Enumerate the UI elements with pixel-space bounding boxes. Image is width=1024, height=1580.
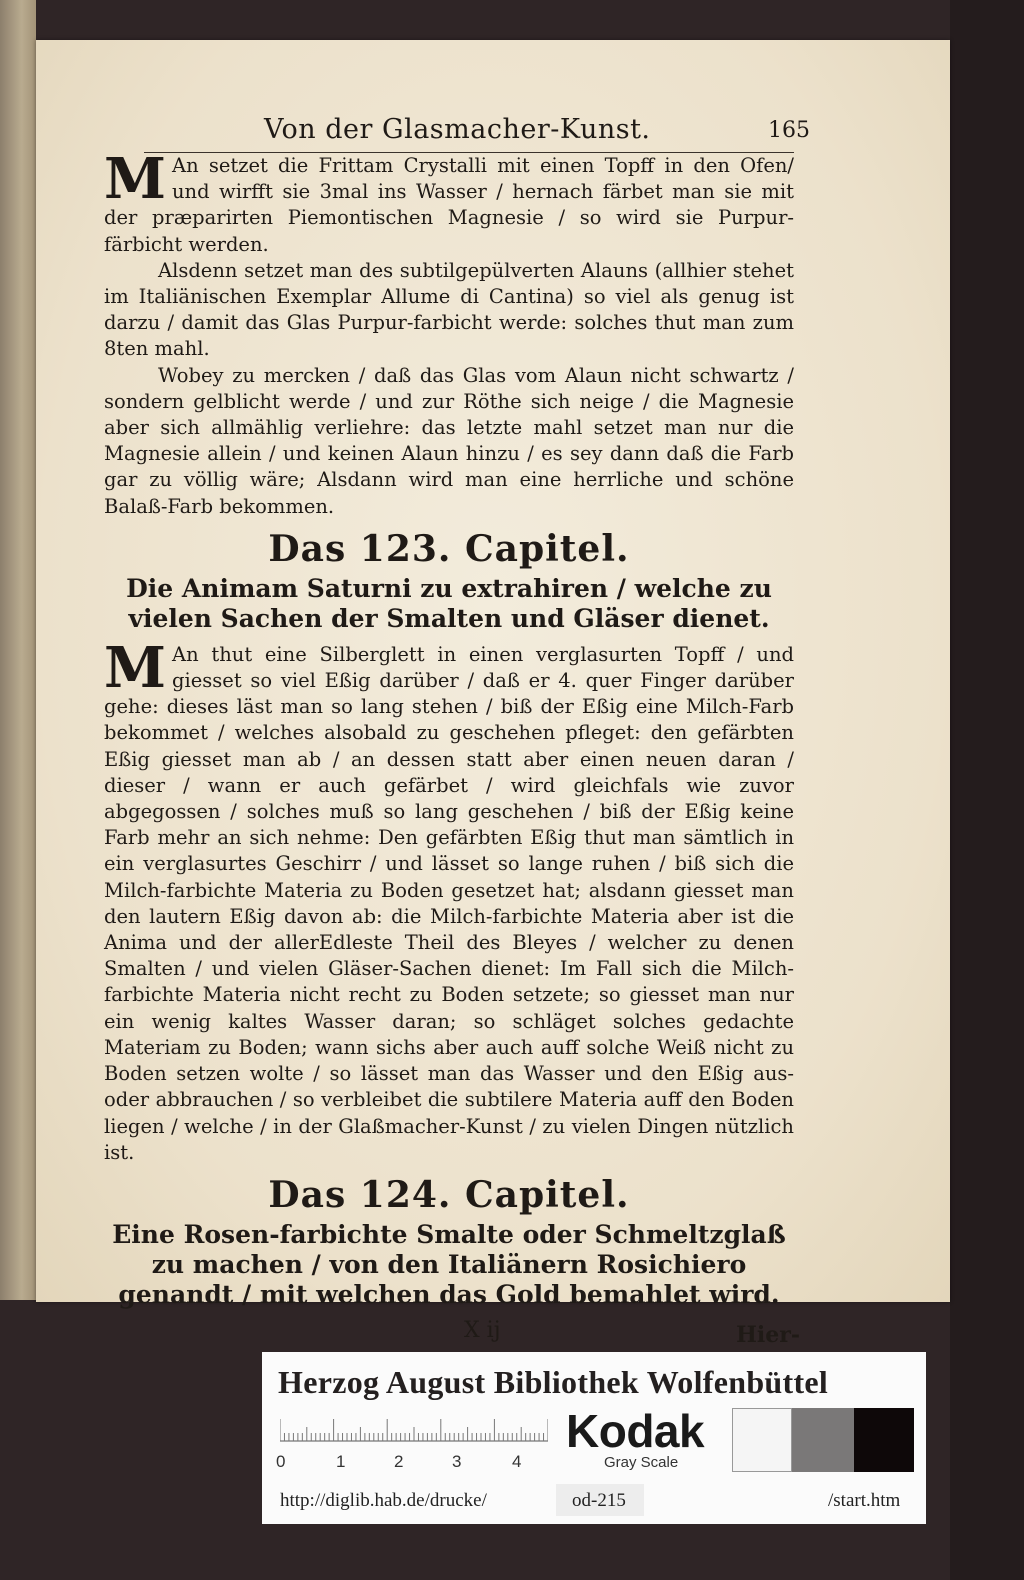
book-page — [36, 40, 950, 1348]
paragraph-1 — [104, 146, 794, 258]
ruler-label: 0 — [276, 1452, 286, 1471]
paragraph-3: Wobey zu mercken / daß das Glas vom Alaun nicht schwartz / sondern gelblicht werde / und zur Röthe sich neige / die Magnesie aber sich allmählig verliehre: das letzte mahl setzet man nur die Magnesie allein / und keinen Alaun hinzu / es sey dann daß die Farb gar zu völlig wäre; Alsdann wird man eine herrliche und schöne Balaß-Farb bekommen. — [104, 363, 794, 518]
running-title: Von der Glasmacher-Kunst. — [264, 114, 651, 145]
chapter-123-text: An thut eine Silberglett in einen verglasurten Topff / und giesset so viel Eßig darüber / daß er 4. quer Finger darüber gehe: dieses läst man so lang stehen / biß der Eßig eine Milch-Farb bekommet / welches alsobald zu geschehen pfleget: den gefärbten Eßig giesset man ab / an dessen statt aber einen neuen daran / dieser / wann er auch gefärbet / wird gleichfals wie zuvor abgegossen / solches muß so lang geschehen / biß der Eßig keine Farb mehr an sich nehme: Den gefärbten Eßig thut man sämtlich in ein verglasurtes Geschirr / und lässet so lange ruhen / biß sich die Milch-farbichte Materia zu Boden gesetzet hat; alsdann giesset man den lautern Eßig davon ab: die Milch-farbichte Materia aber ist die Anima und der allerEdleste Theil des Bleyes / welcher zu denen Smalten / und vielen Gläser-Sachen dienet: Im Fall sich die Milch-farbichte Materia nicht recht zu Boden setzete; so giesset man nur ein wenig kaltes Wasser daran; so schläget solches gedachte Materiam zu Boden; wann sichs aber auch auff solche Weiß nicht zu Boden setzen wolte / so lässet man das Wasser und den Eßig aus- oder abbrauchen / so verbleibet die subtilere Materia auff den Boden liegen / welche / in der Glaßmacher-Kunst / zu vielen Dingen nützlich ist. — [104, 642, 794, 1164]
shelfmark: od-215 — [572, 1490, 626, 1511]
url-left: http://diglib.hab.de/drucke/ — [280, 1490, 487, 1511]
running-head — [144, 112, 810, 153]
drop-initial: M — [104, 146, 166, 212]
gray-patch-black — [854, 1408, 914, 1472]
signature-mark: X ij — [464, 1317, 501, 1343]
chapter-123-heading: Das 123. Capitel. — [268, 527, 630, 570]
ruler-label: 2 — [394, 1452, 404, 1471]
ruler-label: 1 — [336, 1452, 346, 1471]
drop-initial: M — [104, 634, 166, 701]
kodak-logo: Kodak — [566, 1405, 705, 1457]
gray-patch-white — [732, 1408, 792, 1472]
page-text-block — [104, 112, 810, 1352]
scan-backdrop-left — [0, 0, 36, 1300]
gray-patch-mid — [792, 1408, 854, 1472]
chapter-123-subtitle: Die Animam Saturni zu extrahiren / welche zu vielen Sachen der Smalten und Gläser dienet. — [126, 573, 772, 633]
ruler-label: 4 — [512, 1452, 522, 1471]
url-right: /start.htm — [828, 1490, 901, 1511]
ruler-label: 3 — [452, 1452, 462, 1471]
paragraph-2: Alsdenn setzet man des subtilgepülverten Alauns (allhier stehet im Italiänischen Exemplar Allume di Cantina) so viel als genug ist darzu / damit das Glas Purpur-farbicht werde: solches thut man zum 8ten mahl. — [104, 258, 794, 361]
catchword: Hier- — [736, 1321, 800, 1348]
color-target-card — [262, 1352, 926, 1524]
chapter-124-subtitle: Eine Rosen-farbichte Smalte oder Schmeltzglaß zu machen / von den Italiänern Rosichiero genandt / mit welchen das Gold bemahlet wird. — [112, 1219, 786, 1309]
scan-backdrop-right — [950, 0, 1024, 1580]
chapter-124-heading: Das 124. Capitel. — [268, 1173, 630, 1216]
page-number: 165 — [768, 118, 810, 143]
ruler-scale — [280, 1412, 548, 1442]
paragraph-1-text: An setzet die Frittam Crystalli mit einen Topff in den Ofen/ und wirfft sie 3mal ins Wasser / hernach färbet man sie mit der præparirten Piemontischen Magnesie / so wird sie Purpur-färbicht werden. — [104, 154, 794, 256]
chapter-123-paragraph — [104, 634, 794, 1166]
library-name: Herzog August Bibliothek Wolfenbüttel — [278, 1364, 829, 1400]
page-footer — [104, 1317, 800, 1352]
gray-scale-caption: Gray Scale — [604, 1454, 679, 1471]
